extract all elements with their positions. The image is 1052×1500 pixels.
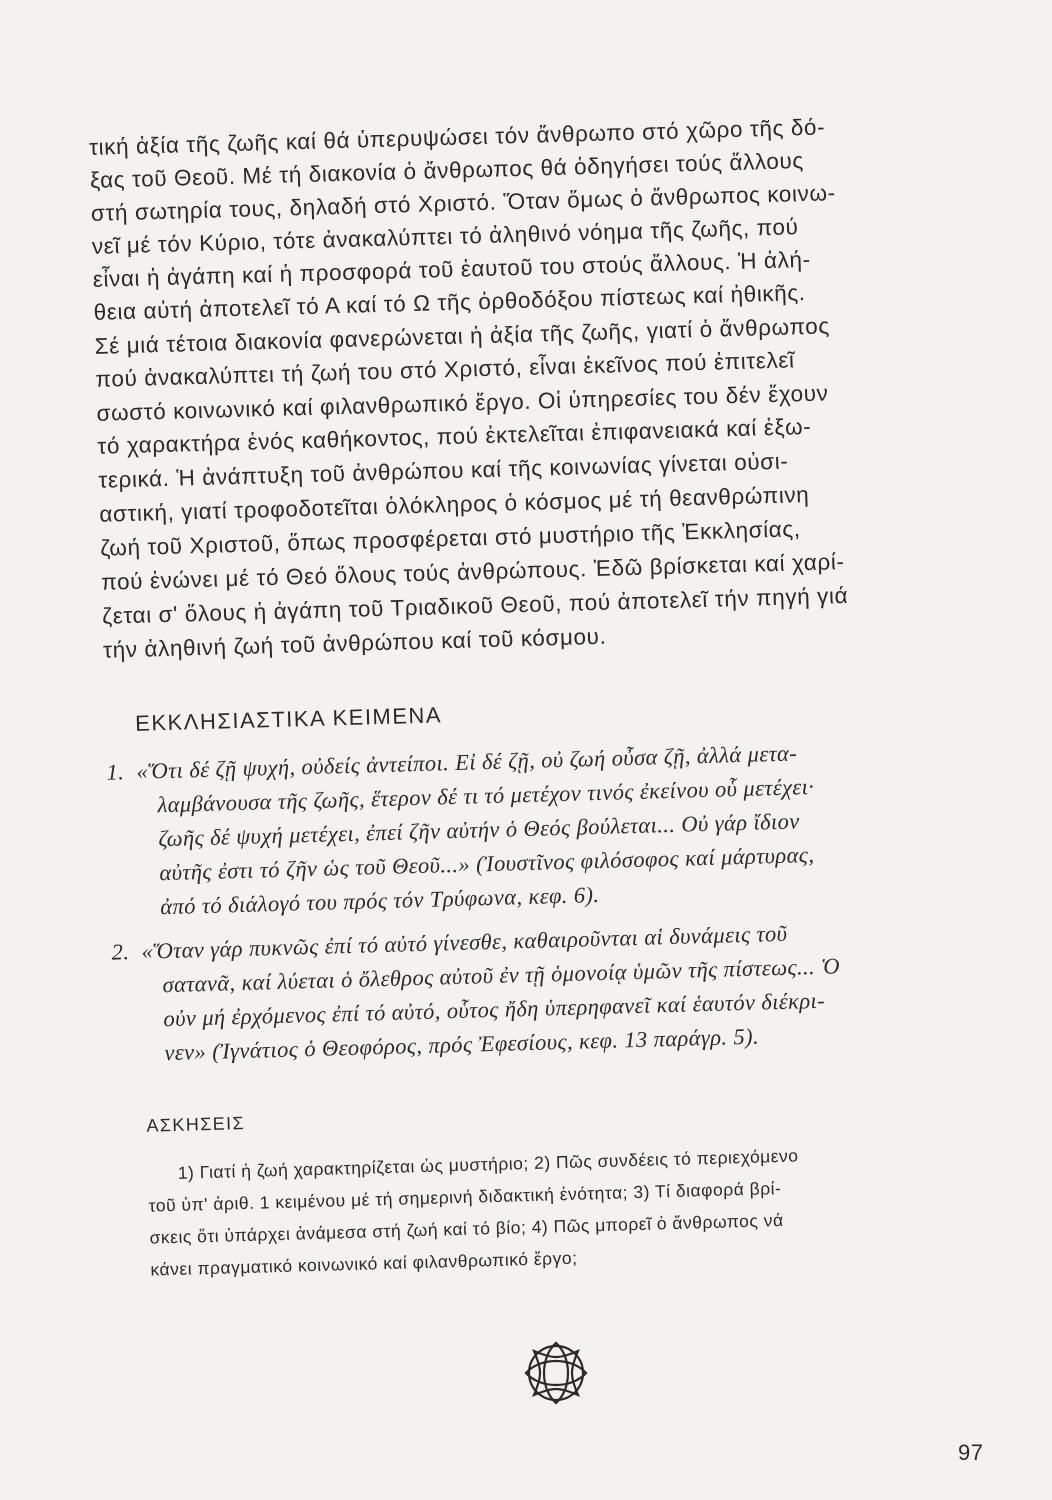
- body-line: πού ἑνώνει μέ τό Θεό ὅλους τούς ἀνθρώπους. Ἐδῶ βρίσκεται καί χαρί-: [100, 549, 845, 595]
- body-line: θεια αὐτή ἀποτελεῖ τό Α καί τό Ω τῆς ὀρθοδόξου πίστεως καί ἠθικῆς.: [93, 279, 806, 325]
- body-line: τερικά. Ἡ ἀνάπτυξη τοῦ ἀνθρώπου καί τῆς κοινωνίας γίνεται οὐσι-: [98, 448, 789, 493]
- body-line: εἶναι ἡ ἀγάπη καί ἡ προσφορά τοῦ ἑαυτοῦ του στούς ἄλλους. Ἡ ἀλή-: [92, 246, 811, 292]
- body-line: σωστό κοινωνικό καί φιλανθρωπικό ἔργο. Οἱ ὑπηρεσίες του δέν ἔχουν: [96, 380, 829, 426]
- body-line: τική ἀξία τῆς ζωῆς καί θά ὑπερυψώσει τόν ἄνθρωπο στό χῶρο τῆς δό-: [88, 114, 826, 160]
- section-heading-church-texts: ΕΚΚΛΗΣΙΑΣΤΙΚΑ ΚΕΙΜΕΝΑ: [134, 702, 443, 736]
- body-line: στή σωτηρία τους, δηλαδή στό Χριστό. Ὅταν ὅμως ὁ ἄνθρωπος κοινω-: [90, 180, 836, 226]
- quote-line: «Ὅταν γάρ πυκνῶς ἐπί τό αὐτό γίνεσθε, καθαιροῦνται αἱ δυνάμεις τοῦ: [141, 920, 788, 964]
- body-line: ζωή τοῦ Χριστοῦ, ὅπως προσφέρεται στό μυστήριο τῆς Ἐκκλησίας,: [99, 516, 801, 561]
- quote-line: «Ὅτι δέ ζῇ ψυχή, οὐδείς ἀντείποι. Εἰ δέ ζῇ, οὐ ζωή οὖσα ζῇ, ἀλλά μετα-: [136, 740, 798, 784]
- body-line: ξας τοῦ Θεοῦ. Μέ τή διακονία ὁ ἄνθρωπος θά ὁδηγήσει τούς ἄλλους: [89, 147, 805, 193]
- quote-line: οὐν μή ἐρχόμενος ἐπί τό αὐτό, οὗτος ἤδη ὑπερηφανεῖ καί ἑαυτόν διέκρι-: [163, 987, 826, 1032]
- quote-line: λαμβάνουσα τῆς ζωῆς, ἕτερον δέ τι τό μετέχον τινός ἐκείνου οὗ μετέχει·: [157, 773, 815, 818]
- exercise-line: κάνει πραγματικό κοινωνικό καί φιλανθρωπικό ἔργο;: [150, 1247, 578, 1280]
- body-line: Σέ μιά τέτοια διακονία φανερώνεται ἡ ἀξία τῆς ζωῆς, γιατί ὁ ἄνθρωπος: [94, 313, 831, 359]
- body-line: νεῖ μέ τόν Κύριο, τότε ἀνακαλύπτει τό ἀληθινό νόημα τῆς ζωῆς, πού: [91, 214, 799, 259]
- exercise-line: 1) Γιατί ἡ ζωή χαρακτηρίζεται ὡς μυστήριο; 2) Πῶς συνδέεις τό περιεχόμενο: [177, 1145, 799, 1183]
- exercise-line: τοῦ ὑπ' ἀριθ. 1 κειμένου μέ τή σημερινή διδακτική ἑνότητα; 3) Τί διαφορά βρί-: [148, 1178, 782, 1216]
- page-content: [85, 0, 1007, 1499]
- page-number: 97: [958, 1440, 984, 1465]
- quote-line: ἀπό τό διάλογό του πρός τόν Τρύφωνα, κεφ. 6).: [159, 881, 600, 920]
- quote-line: ζωῆς δέ ψυχή μετέχει, ἐπεί ζῆν αὐτήν ὁ Θεός βούλεται... Οὐ γάρ ἴδιον: [158, 808, 800, 852]
- body-line: πού ἀνακαλύπτει τή ζωή του στό Χριστό, εἶναι ἐκεῖνος πού ἐπιτελεῖ: [95, 347, 795, 392]
- body-line: τήν ἀληθινή ζωή τοῦ ἀνθρώπου καί τοῦ κόσμου.: [102, 623, 607, 663]
- body-line: τό χαρακτήρα ἑνός καθήκοντος, πού ἐκτελεῖται ἐπιφανειακά καί ἐξω-: [97, 413, 812, 459]
- quote-number: 1.: [106, 759, 125, 785]
- body-line: αστική, γιατί τροφοδοτεῖται ὁλόκληρος ὁ κόσμος μέ τή θεανθρώπινη: [99, 481, 810, 527]
- quote-number: 2.: [111, 939, 130, 965]
- exercise-line: σκεις ὅτι ὑπάρχει ἀνάμεσα στή ζωή καί τό βίο; 4) Πῶς μπορεῖ ὁ ἄνθρωπος νά: [149, 1209, 784, 1248]
- section-heading-exercises: ΑΣΚΗΣΕΙΣ: [146, 1112, 246, 1136]
- quatrefoil-knot-icon: [520, 1337, 592, 1414]
- quote-line: σατανᾶ, καί λύεται ὁ ὄλεθρος αὐτοῦ ἐν τῇ ὁμονοίᾳ ὑμῶν τῆς πίστεως... Ὁ: [162, 953, 841, 998]
- body-line: ζεται σ' ὅλους ἡ ἀγάπη τοῦ Τριαδικοῦ Θεοῦ, πού ἀποτελεῖ τήν πηγή γιά: [101, 582, 849, 629]
- quote-line: αὐτῆς ἐστι τό ζῆν ὡς τοῦ Θεοῦ...» (Ἰουστῖνος φιλόσοφος καί μάρτυρας,: [159, 841, 815, 886]
- quote-line: νεν» (Ἰγνάτιος ὁ Θεοφόρος, πρός Ἐφεσίους, κεφ. 13 παράγρ. 5).: [164, 1023, 760, 1066]
